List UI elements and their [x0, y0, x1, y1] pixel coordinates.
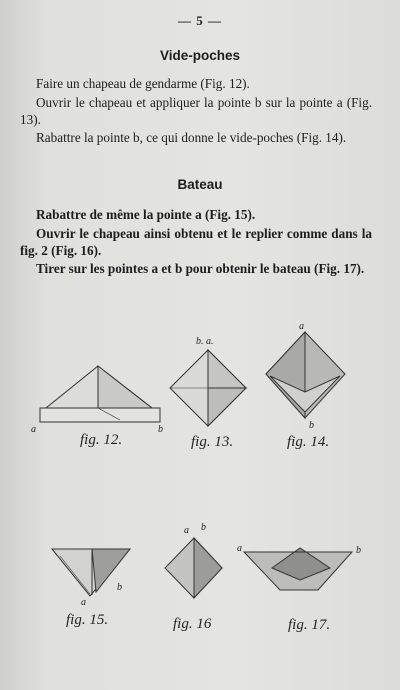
- point-label-a: a: [299, 321, 304, 332]
- paragraph: Rabattre de même la pointe a (Fig. 15).: [36, 207, 256, 222]
- paragraph: Ouvrir le chapeau ainsi obtenu et le replier comme dans la fig. 2 (Fig. 16).: [20, 226, 372, 258]
- figure-caption-14: fig. 14.: [287, 434, 330, 450]
- point-label-a: a: [237, 543, 242, 554]
- figure-caption-13: fig. 13.: [191, 434, 234, 450]
- section-heading-bateau: Bateau: [177, 177, 223, 192]
- square-drawing: [170, 350, 246, 426]
- diamond-drawing: [165, 538, 222, 598]
- hat-drawing: [40, 366, 160, 422]
- point-label-ba: b. a.: [196, 336, 214, 347]
- paragraph: Ouvrir le chapeau et appliquer la pointe b sur la pointe a (Fig. 13).: [20, 95, 372, 127]
- point-label-b: b: [158, 424, 163, 435]
- figure-caption-12: fig. 12.: [80, 432, 123, 448]
- point-label-b: b: [201, 522, 206, 533]
- paragraph: Rabattre la pointe b, ce qui donne le vide-poches (Fig. 14).: [36, 130, 347, 145]
- point-label-b: b: [309, 420, 314, 431]
- section-heading-vide-poches: Vide-poches: [159, 48, 241, 63]
- boat-drawing: [244, 548, 352, 590]
- figure-caption-16: fig. 16: [173, 616, 212, 632]
- vide-poches-drawing: [266, 332, 345, 418]
- paragraph: Tirer sur les pointes a et b pour obtenir le bateau (Fig. 17).: [36, 261, 365, 276]
- point-label-a: a: [81, 597, 86, 608]
- point-label-b: b: [356, 545, 361, 556]
- figure-caption-15: fig. 15.: [66, 612, 109, 628]
- point-label-a: a: [184, 525, 189, 536]
- page-number: — 5 —: [178, 13, 222, 28]
- point-label-a: a: [31, 424, 36, 435]
- paragraph: Faire un chapeau de gendarme (Fig. 12).: [36, 76, 250, 91]
- point-label-b: b: [117, 582, 122, 593]
- figure-caption-17: fig. 17.: [288, 617, 331, 633]
